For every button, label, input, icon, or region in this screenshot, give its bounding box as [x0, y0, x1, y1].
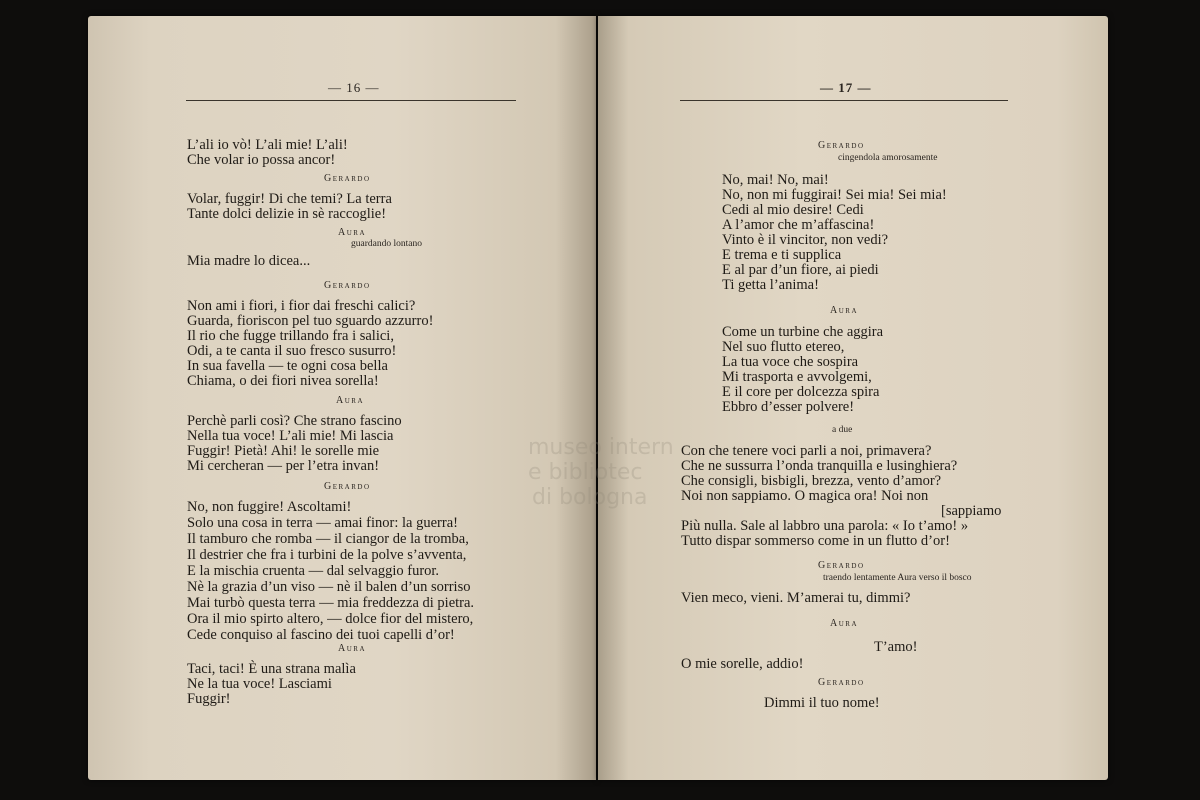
verse-line: Nella tua voce! L’ali mie! Mi lascia: [187, 428, 394, 444]
verse-line: [sappiamo: [941, 503, 1002, 519]
watermark-line: museo intern: [528, 435, 674, 460]
verse-line: Più nulla. Sale al labbro una parola: « Io t’amo! »: [681, 518, 969, 534]
verse-line: Mia madre lo dicea...: [187, 253, 311, 269]
watermark-line: di bologna: [532, 485, 648, 510]
verse-line: T’amo!: [874, 639, 918, 655]
speaker-name: Gerardo: [818, 677, 865, 688]
speaker-name: Aura: [338, 643, 367, 654]
verse-line: Chiama, o dei fiori nivea sorella!: [187, 373, 379, 389]
verse-line: In sua favella — te ogni cosa bella: [187, 358, 388, 374]
page-number-right: — 17 —: [820, 80, 872, 95]
verse-line: Volar, fuggir! Di che temi? La terra: [187, 191, 392, 207]
stage-direction: cingendola amorosamente: [838, 153, 938, 163]
verse-line: Con che tenere voci parli a noi, primavera?: [681, 443, 932, 459]
verse-line: Cedi al mio desire! Cedi: [722, 202, 864, 218]
verse-line: Che volar io possa ancor!: [187, 152, 336, 168]
verse-line: Taci, taci! È una strana malìa: [187, 661, 356, 677]
verse-line: No, mai! No, mai!: [722, 172, 829, 188]
verse-line: Vien meco, vieni. M’amerai tu, dimmi?: [681, 590, 911, 606]
verse-line: E al par d’un fiore, ai piedi: [722, 262, 879, 278]
speaker-name: Aura: [338, 227, 367, 238]
stage-direction: guardando lontano: [351, 239, 422, 249]
verse-line: Il destrier che fra i turbini de la polve s’avventa,: [187, 547, 467, 563]
verse-line: Tante dolci delizie in sè raccoglie!: [187, 206, 387, 222]
verse-line: E trema e ti supplica: [722, 247, 842, 263]
verse-line: Ne la tua voce! Lasciami: [187, 676, 332, 692]
speaker-name: Gerardo: [818, 140, 865, 151]
verse-line: Nè la grazia d’un viso — nè il balen d’un sorriso: [187, 579, 471, 595]
verse-line: Che consigli, bisbigli, brezza, vento d’amor?: [681, 473, 942, 489]
verse-line: Come un turbine che aggira: [722, 324, 884, 340]
verse-line: Fuggir! Pietà! Ahi! le sorelle mie: [187, 443, 380, 459]
speaker-name: Gerardo: [818, 560, 865, 571]
verse-line: Mi trasporta e avvolgemi,: [722, 369, 872, 385]
page-number-left: — 16 —: [328, 80, 380, 95]
speaker-name: Aura: [830, 618, 859, 629]
verse-line: Vinto è il vincitor, non vedi?: [722, 232, 889, 248]
verse-line: Ebbro d’esser polvere!: [722, 399, 855, 415]
verse-line: Guarda, fioriscon pel tuo sguardo azzurro!: [187, 313, 434, 329]
right-page: [528, 16, 1108, 780]
verse-line: La tua voce che sospira: [722, 354, 859, 370]
verse-line: Tutto dispar sommerso come in un flutto d’or!: [681, 533, 950, 549]
verse-line: Il rio che fugge trillando fra i salici,: [187, 328, 394, 344]
verse-line: Noi non sappiamo. O magica ora! Noi non: [681, 488, 929, 504]
verse-line: Il tamburo che romba — il ciangor de la tromba,: [187, 531, 469, 547]
verse-line: Fuggir!: [187, 691, 231, 707]
speaker-name: Gerardo: [324, 481, 371, 492]
stage-direction: traendo lentamente Aura verso il bosco: [823, 573, 972, 583]
verse-line: A l’amor che m’affascina!: [722, 217, 875, 233]
verse-line: Ti getta l’anima!: [722, 277, 819, 293]
speaker-name: Aura: [336, 395, 365, 406]
speaker-name: Gerardo: [324, 173, 371, 184]
verse-line: Nel suo flutto etereo,: [722, 339, 845, 355]
verse-line: Mi cercheran — per l’etra invan!: [187, 458, 380, 474]
verse-line: Cede conquiso al fascino dei tuoi capelli d’or!: [187, 627, 455, 643]
verse-line: Solo una cosa in terra — amai finor: la guerra!: [187, 515, 458, 531]
speaker-name: Gerardo: [324, 280, 371, 291]
verse-line: Mai turbò questa terra — mia freddezza di pietra.: [187, 595, 475, 611]
verse-line: Che ne sussurra l’onda tranquilla e lusinghiera?: [681, 458, 958, 474]
speaker-name: Aura: [830, 305, 859, 316]
watermark-line: e bibliotec: [528, 460, 643, 485]
verse-line: Ora il mio spirto altero, — dolce fior del mistero,: [187, 611, 474, 627]
verse-line: No, non fuggire! Ascoltami!: [187, 499, 352, 515]
verse-line: Non ami i fiori, i fior dai freschi calici?: [187, 298, 416, 314]
stage-direction: a due: [832, 425, 853, 435]
verse-line: No, non mi fuggirai! Sei mia! Sei mia!: [722, 187, 947, 203]
verse-line: E la mischia cruenta — dal selvaggio furor.: [187, 563, 440, 579]
verse-line: O mie sorelle, addio!: [681, 656, 804, 672]
verse-line: Dimmi il tuo nome!: [764, 695, 880, 711]
verse-line: Odi, a te canta il suo fresco susurro!: [187, 343, 397, 359]
header-rule-right: [680, 100, 1008, 101]
verse-line: Perchè parli così? Che strano fascino: [187, 413, 402, 429]
left-page: [88, 16, 596, 780]
verse-line: E il core per dolcezza spira: [722, 384, 880, 400]
header-rule-left: [186, 100, 516, 101]
verse-line: L’ali io vò! L’ali mie! L’ali!: [187, 137, 348, 153]
